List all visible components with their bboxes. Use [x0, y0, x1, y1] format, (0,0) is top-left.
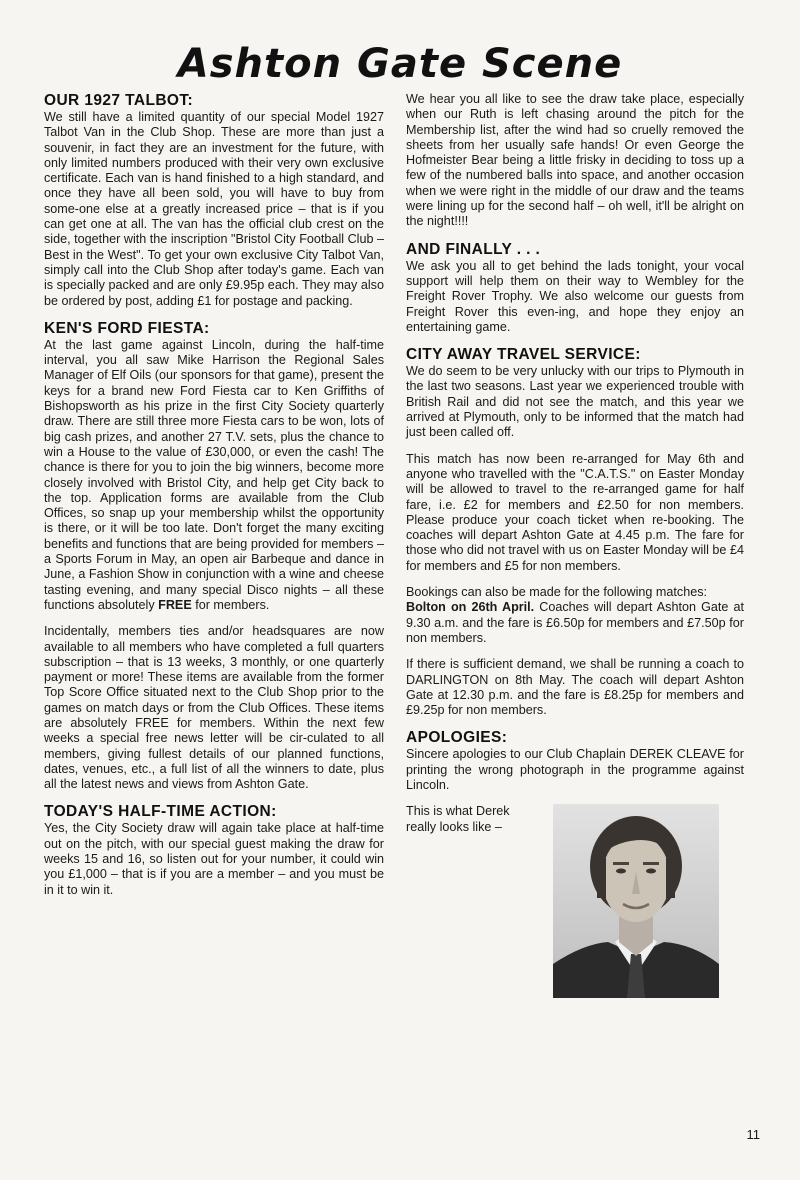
halftime-heading: TODAY'S HALF-TIME ACTION:	[44, 803, 277, 821]
bolton-text: Coaches will depart Ashton Gate at 9.30 a.m. and the fare is £6.50p for members and £7.50p for non members.	[406, 600, 744, 645]
talbot-section	[44, 92, 384, 309]
travel-section	[406, 346, 744, 718]
page-number: 11	[746, 1127, 760, 1142]
finally-heading: AND FINALLY . . .	[406, 240, 541, 258]
left-column	[44, 92, 384, 909]
fiesta-section	[44, 320, 384, 793]
travel-body-3: Bookings can also be made for the following matches:	[406, 585, 708, 600]
fiesta-heading: KEN'S FORD FIESTA:	[44, 319, 210, 337]
portrait-image	[553, 804, 719, 998]
photo-caption: This is what Derek really looks like –	[406, 804, 510, 834]
finally-section	[406, 241, 744, 335]
apologies-body: Sincere apologies to our Club Chaplain DEREK CLEAVE for printing the wrong photograph in the programme against Lincoln.	[406, 747, 744, 792]
halftime-section	[44, 803, 384, 897]
fiesta-free-text: FREE	[158, 597, 192, 612]
fiesta-body-1	[44, 338, 384, 613]
travel-body-2: This match has now been re-arranged for May 6th and anyone who travelled with the "C.A.T.S." on Easter Monday will be allowed to travel to the re-arranged game for half fare, i.e. £2 for members and £2.50 for non members. Please produce your coach ticket when re-booking. The coaches will depart Ashton Gate at 4.45 p.m. The fare for those who did not travel with us on Easter Monday will be £4 for members and £5 for non members.	[406, 451, 744, 573]
bolton-lead: Bolton on 26th April.	[406, 600, 535, 615]
travel-body-5: If there is sufficient demand, we shall be running a coach to DARLINGTON on 8th May. The coach will depart Ashton Gate at 12.30 p.m. and the fare is £8.25p for members and £9.25p for non members.	[406, 657, 744, 718]
apologies-section	[406, 729, 744, 1004]
fiesta-body-1-end: for members.	[191, 597, 270, 612]
photo-block	[406, 804, 744, 1004]
finally-body: We ask you all to get behind the lads tonight, your vocal support will help them on their way to Wembley for the Freight Rover Trophy. We also welcome our guests from Freight Rover this even-ing, and hope they enjoy an entertaining game.	[406, 258, 744, 334]
page-title: Ashton Gate Scene	[177, 41, 623, 87]
talbot-body: We still have a limited quantity of our special Model 1927 Talbot Van in the Club Shop. These are more than just a souvenir, in fact they are an investment for the future, with only limited numbers produced with their very own exclusive certificate. Each van is hand finished to a high standard, and once they have all been sold, you will have to buy from some-one else at a greatly increased price – that is if you can get one at all. The van has the official club crest on the side, together with the inscription "Bristol City Football Club – Best in the West". To get your own exclusive City Talbot Van, simply call into the Club Shop after today's game. Each van is specially packed and are only £9.95p each. They may also be ordered by post, adding £1 for postage and packing.	[44, 110, 384, 308]
travel-body-4	[406, 600, 744, 646]
fiesta-body-1-text: At the last game against Lincoln, during the half-time interval, you all saw Mike Harrison the Regional Sales Manager of Elf Oils (our sponsors for that game), present the keys for a brand new Ford Fiesta car to Ken Griffiths of Bishopsworth as his prize in the first City Society quarterly draw. There are still three more Fiesta cars to be won, lots of big cash prizes, and another 27 T.V. sets, plus the chance to win a House to the value of £30,000, or even the cash! The chance is there for you to join the big winners, become more closely involved with Bristol City, and help get City back to the top. Application forms are available from the Club Offices, so snap up your membership whilst the opportunity is there, or it will be too late. Don't forget the many exciting benefits and functions that are being provided for members – a Sports Forum in May, an open air Barbeque and dance in June, a Fashion Show in conjunction with a wine and cheese tasting evening, and many special Disco nights – all these functions absolutely	[44, 337, 384, 612]
draw-intro: We hear you all like to see the draw take place, especially when our Ruth is left chasing around the pitch for the Membership list, after the wind had so cruelly removed the sheets from her usually safe hands! Or even George the Hofmeister Bear being a little frisky in deciding to toss up a few of the numbered balls into space, and another occasion when we were right in the middle of our draw and the teams were lining up for the second half – oh well, it'll be alright on the night!!!!	[406, 92, 744, 229]
apologies-heading: APOLOGIES:	[406, 729, 508, 747]
fiesta-body-2: Incidentally, members ties and/or headsquares are now available to all members who have completed a full quarters subscription – that is 13 weeks, 3 monthly, or one quarterly payment or more! These items are available from the former Top Score Office situated next to the Club Shop prior to the games on match days or from the Club Offices. These items are absolutely FREE for members. Within the next few weeks a special free news letter will be cir-culated to all members, giving fullest details of our planned functions, dates, venues, etc., a full list of all the winners to date, plus all the latest news and views from Ashton Gate.	[44, 624, 384, 792]
halftime-body: Yes, the City Society draw will again take place at half-time out on the pitch, with our special guest making the draw for weeks 15 and 16, so listen out for your number, it could win you £1,000 – that is if you are a member – and you must be in it to win it.	[44, 821, 384, 897]
derek-cleave-photo	[553, 804, 719, 998]
talbot-heading: OUR 1927 TALBOT:	[44, 92, 194, 109]
right-column	[406, 92, 744, 1004]
travel-heading: CITY AWAY TRAVEL SERVICE:	[406, 346, 641, 364]
travel-body-1: We do seem to be very unlucky with our trips to Plymouth in the last two seasons. Last year we experienced trouble with British Rail and did not see the match, and this year we arrived at Plymouth, only to be informed that the match had just been called off.	[406, 364, 744, 440]
